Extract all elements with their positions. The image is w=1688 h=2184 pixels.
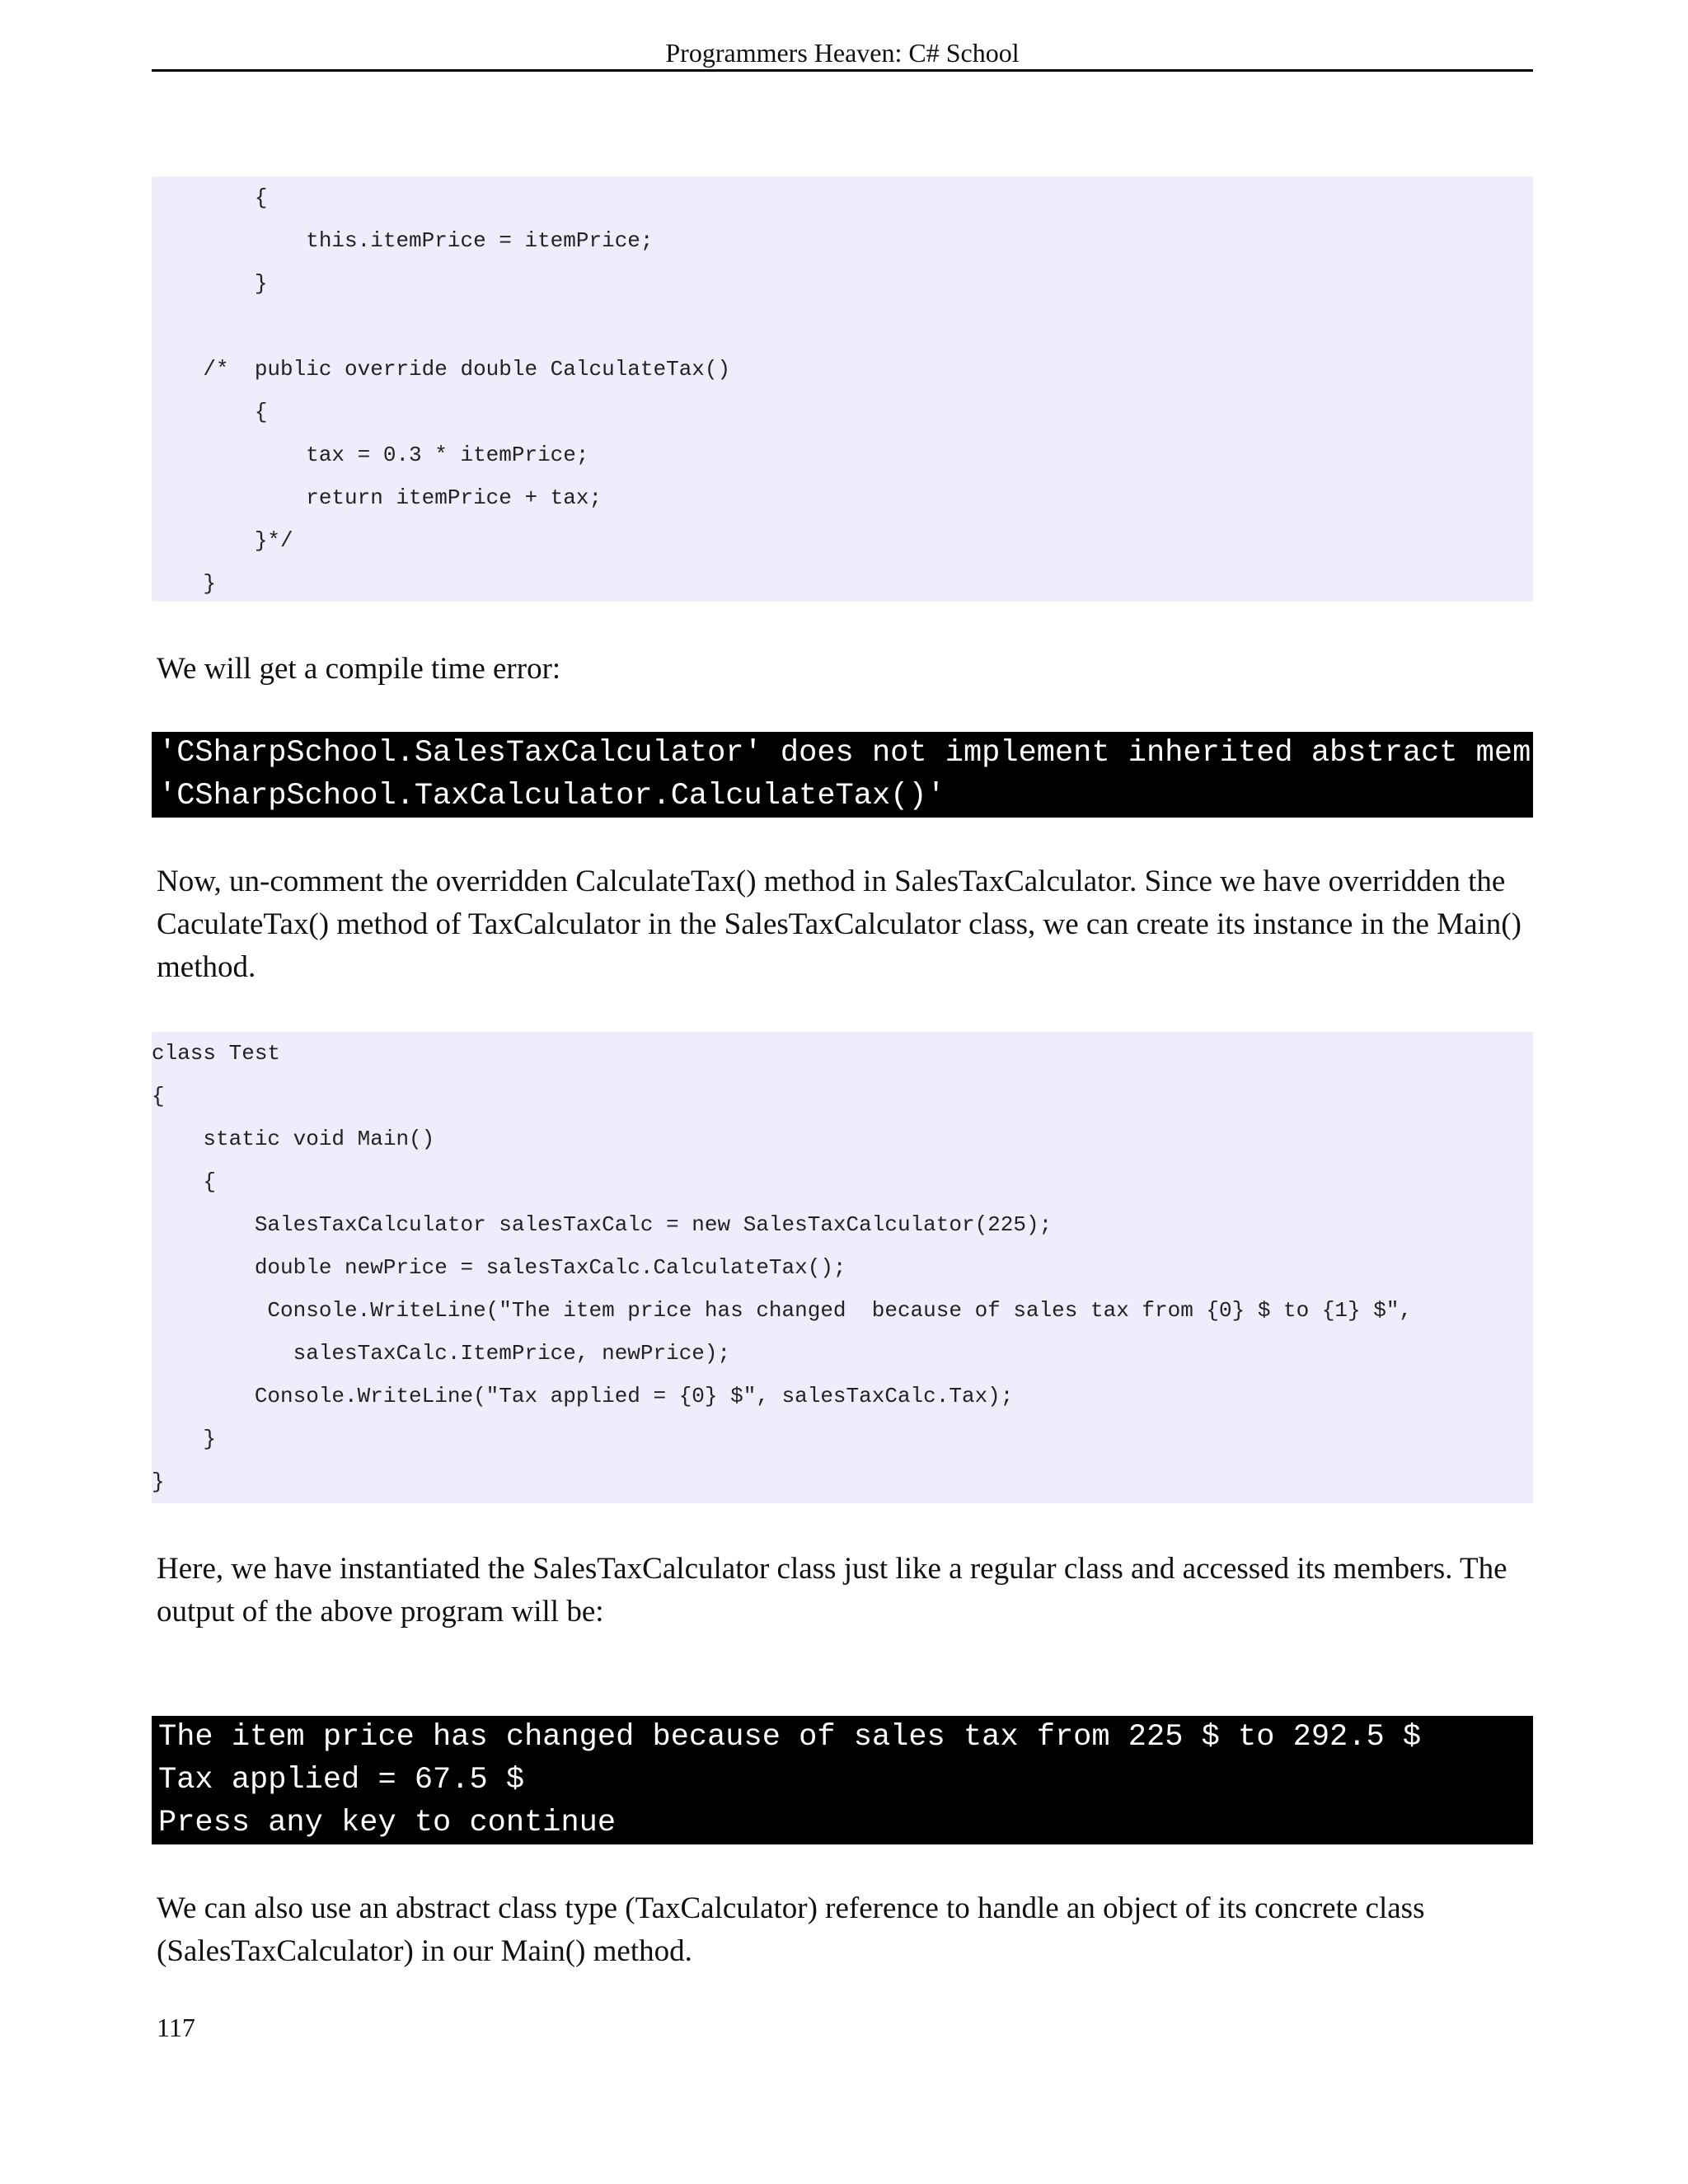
code-line: }	[152, 571, 217, 596]
code-line: salesTaxCalc.ItemPrice, newPrice);	[152, 1341, 731, 1366]
code-line: }	[152, 1469, 165, 1494]
code-line: {	[152, 185, 268, 210]
page-header	[152, 36, 1533, 72]
paragraph-compile-error-intro: We will get a compile time error:	[157, 652, 561, 686]
code-line	[152, 305, 1533, 348]
paragraph-abstract-reference: We can also use an abstract class type (TaxCalculator) reference to handle an object of its concrete class (SalesTaxCalculator) in our Main() method.	[157, 1891, 1425, 1968]
console-line: 'CSharpSchool.TaxCalculator.CalculateTax()'	[158, 779, 945, 813]
code-line: double newPrice = salesTaxCalc.CalculateTax();	[152, 1255, 846, 1280]
console-line: Press any key to continue	[158, 1806, 617, 1840]
console-line: The item price has changed because of sales tax from 225 $ to 292.5 $	[158, 1720, 1422, 1755]
console-compile-error	[152, 732, 1586, 818]
code-line: }	[152, 271, 268, 296]
code-line: Console.WriteLine("The item price has changed because of sales tax from {0} $ to {1} $",	[152, 1298, 1413, 1323]
code-line: SalesTaxCalculator salesTaxCalc = new SalesTaxCalculator(225);	[152, 1212, 1053, 1237]
code-line: }*/	[152, 528, 293, 553]
code-block-test-main	[152, 1032, 1533, 1503]
code-line: Console.WriteLine("Tax applied = {0} $", salesTaxCalc.Tax);	[152, 1384, 1014, 1408]
paragraph-uncomment-instructions: Now, un-comment the overridden CalculateTax() method in SalesTaxCalculator. Since we have overridden the CaculateTax() method of TaxCalculator in the SalesTaxCalculator class, we can create its instance in the Main() method.	[157, 865, 1522, 984]
page-header-title: Programmers Heaven: C# School	[665, 38, 1020, 68]
code-line: tax = 0.3 * itemPrice;	[152, 443, 589, 467]
console-program-output	[152, 1716, 1533, 1844]
console-line: 'CSharpSchool.SalesTaxCalculator' does not implement inherited abstract member	[158, 736, 1586, 771]
code-line: {	[152, 1169, 217, 1194]
console-line: Tax applied = 67.5 $	[158, 1763, 525, 1797]
code-line: class Test	[152, 1041, 281, 1066]
code-line: static void Main()	[152, 1127, 435, 1151]
code-line: }	[152, 1427, 217, 1451]
page-number: 117	[157, 2013, 195, 2042]
code-line: this.itemPrice = itemPrice;	[152, 228, 654, 253]
code-line: /* public override double CalculateTax()	[152, 357, 731, 382]
paragraph-instantiation-explanation: Here, we have instantiated the SalesTaxCalculator class just like a regular class and accessed its members. The output of the above program will be:	[157, 1552, 1507, 1629]
code-line: {	[152, 1084, 165, 1108]
code-line: {	[152, 400, 268, 424]
code-block-abstract-override	[152, 176, 1533, 602]
code-line: return itemPrice + tax;	[152, 485, 603, 510]
